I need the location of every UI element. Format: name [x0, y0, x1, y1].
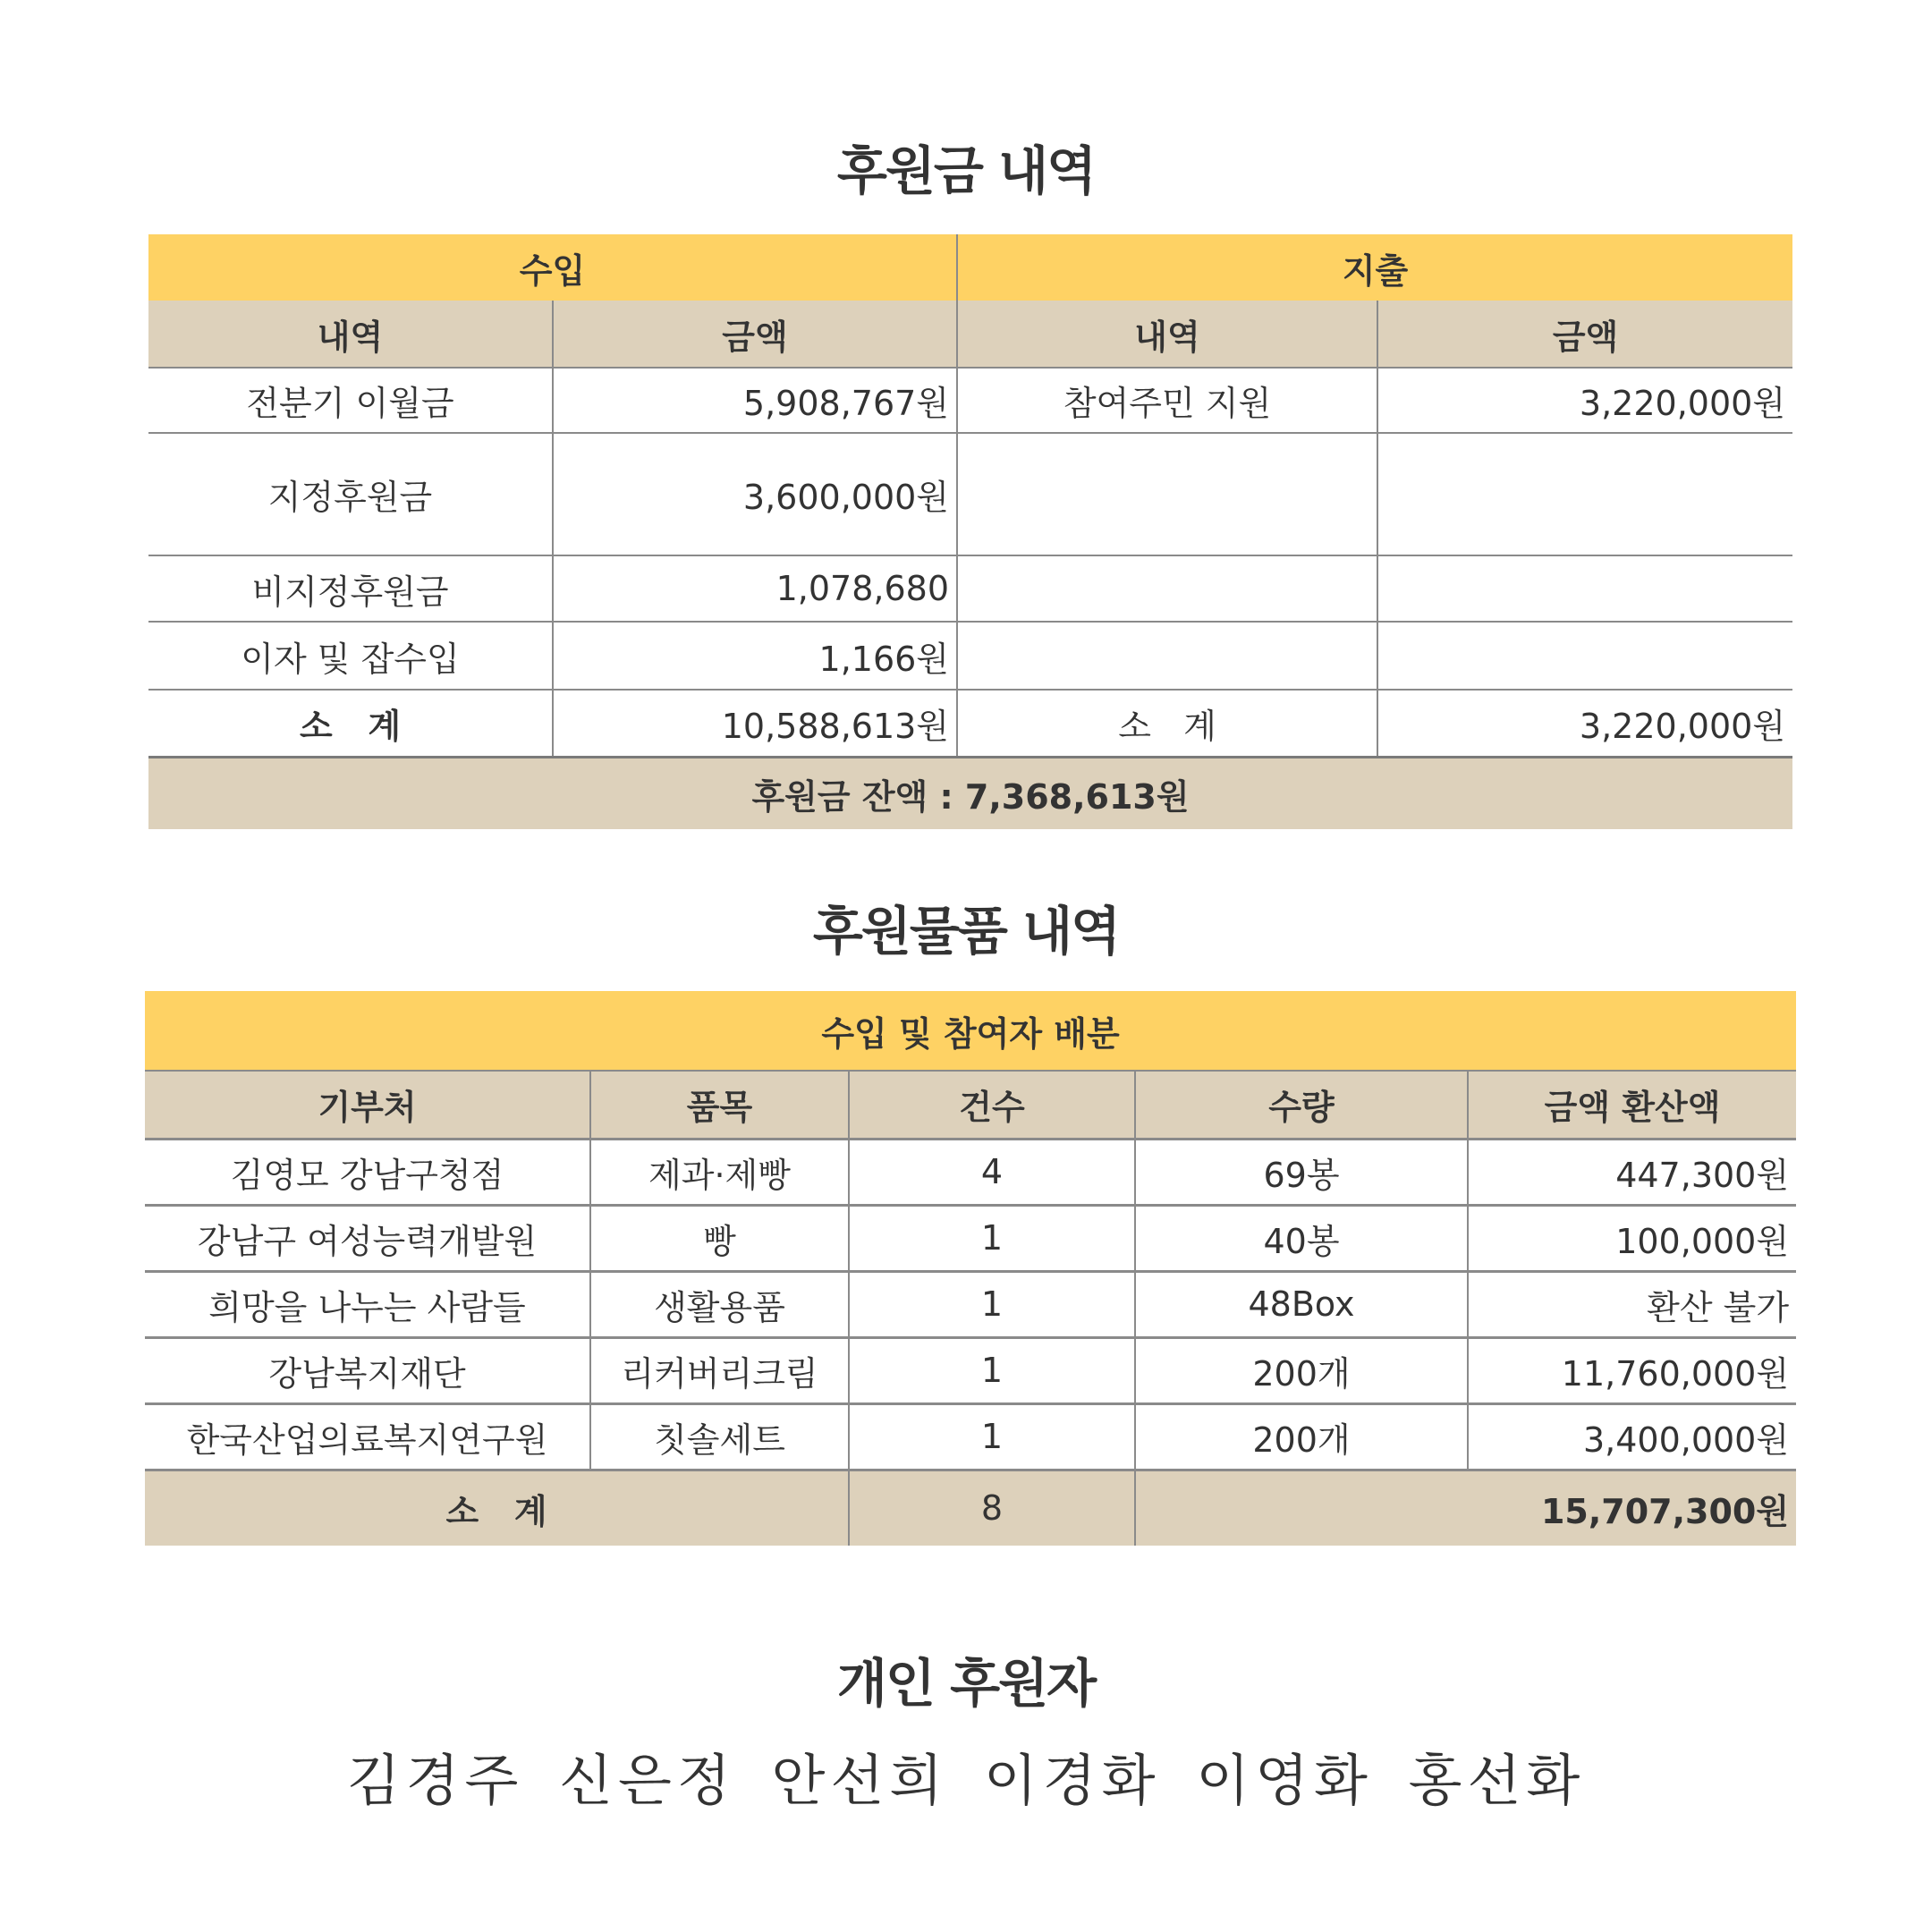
funds-balance-row: [148, 757, 1792, 829]
income-item: 이자 및 잡수입: [148, 622, 553, 690]
value: 환산 불가: [1468, 1271, 1796, 1337]
income-item: 비지정후원금: [148, 555, 553, 622]
quantity: 200개: [1135, 1403, 1468, 1470]
income-subtotal-amount: 10,588,613원: [553, 690, 957, 757]
item-header: 품목: [590, 1071, 849, 1139]
funds-subtotal-row: [148, 690, 1792, 757]
goods-subtotal-count: 8: [849, 1470, 1135, 1546]
expense-subtotal-amount: 3,220,000원: [1377, 690, 1792, 757]
expense-amount-header: 금액: [1377, 301, 1792, 368]
funds-column-header-row: [148, 301, 1792, 368]
expense-header: 지출: [957, 234, 1792, 301]
goods-subtotal-row: [145, 1470, 1796, 1546]
income-amount: 3,600,000원: [553, 433, 957, 555]
funds-balance: 후원금 잔액 : 7,368,613원: [148, 757, 1792, 829]
income-amount: 1,078,680: [553, 555, 957, 622]
donor-header: 기부처: [145, 1071, 590, 1139]
item: 제과·제빵: [590, 1139, 849, 1205]
donor: 강남구 여성능력개발원: [145, 1205, 590, 1271]
expense-subtotal-label: 소 계: [957, 690, 1377, 757]
income-item: 지정후원금: [148, 433, 553, 555]
expense-amount: [1377, 433, 1792, 555]
table-row: [145, 1205, 1796, 1271]
value: 11,760,000원: [1468, 1337, 1796, 1403]
item: 칫솔세트: [590, 1403, 849, 1470]
individual-donor-names: 김경주 신은정 안선희 이경화 이영화 홍선화: [346, 1748, 1586, 1813]
table-row: [145, 1403, 1796, 1470]
expense-item: [957, 622, 1377, 690]
count: 4: [849, 1139, 1135, 1205]
value: 447,300원: [1468, 1139, 1796, 1205]
income-amount: 5,908,767원: [553, 368, 957, 433]
expense-amount: 3,220,000원: [1377, 368, 1792, 433]
income-header: 수입: [148, 234, 957, 301]
table-row: [148, 622, 1792, 690]
table-row: [148, 433, 1792, 555]
expense-amount: [1377, 622, 1792, 690]
value: 3,400,000원: [1468, 1403, 1796, 1470]
sponsorship-funds-table: [148, 234, 1792, 829]
value: 100,000원: [1468, 1205, 1796, 1271]
item: 생활용품: [590, 1271, 849, 1337]
item: 리커버리크림: [590, 1337, 849, 1403]
count: 1: [849, 1205, 1135, 1271]
table-row: [145, 1139, 1796, 1205]
individual-donors-title: 개인 후원자: [836, 1653, 1096, 1714]
table-row: [148, 368, 1792, 433]
item: 빵: [590, 1205, 849, 1271]
donor: 희망을 나누는 사람들: [145, 1271, 590, 1337]
quantity: 40봉: [1135, 1205, 1468, 1271]
table-row: [148, 555, 1792, 622]
goods-subtotal-value: 15,707,300원: [1135, 1470, 1796, 1546]
expense-item-header: 내역: [957, 301, 1377, 368]
income-item-header: 내역: [148, 301, 553, 368]
table-row: [145, 1271, 1796, 1337]
income-subtotal-label: 소 계: [148, 690, 553, 757]
count: 1: [849, 1403, 1135, 1470]
quantity-header: 수량: [1135, 1071, 1468, 1139]
goods-column-header-row: [145, 1071, 1796, 1139]
income-item: 전분기 이월금: [148, 368, 553, 433]
expense-item: [957, 433, 1377, 555]
expense-item: [957, 555, 1377, 622]
funds-group-header-row: [148, 234, 1792, 301]
count: 1: [849, 1337, 1135, 1403]
table-row: [145, 1337, 1796, 1403]
quantity: 69봉: [1135, 1139, 1468, 1205]
goods-subtotal-label: 소 계: [145, 1470, 849, 1546]
income-amount: 1,166원: [553, 622, 957, 690]
donor: 강남복지재단: [145, 1337, 590, 1403]
count-header: 건수: [849, 1071, 1135, 1139]
quantity: 48Box: [1135, 1271, 1468, 1337]
value-header: 금액 환산액: [1468, 1071, 1796, 1139]
quantity: 200개: [1135, 1337, 1468, 1403]
donor: 한국산업의료복지연구원: [145, 1403, 590, 1470]
income-amount-header: 금액: [553, 301, 957, 368]
count: 1: [849, 1271, 1135, 1337]
donated-goods-title: 후원물품 내역: [812, 901, 1120, 962]
sponsorship-funds-title: 후원금 내역: [836, 140, 1096, 201]
donor: 김영모 강남구청점: [145, 1139, 590, 1205]
expense-item: 참여주민 지원: [957, 368, 1377, 433]
donated-goods-table: [145, 991, 1796, 1546]
goods-group-header: 수입 및 참여자 배분: [145, 991, 1796, 1071]
expense-amount: [1377, 555, 1792, 622]
goods-group-header-row: [145, 991, 1796, 1071]
